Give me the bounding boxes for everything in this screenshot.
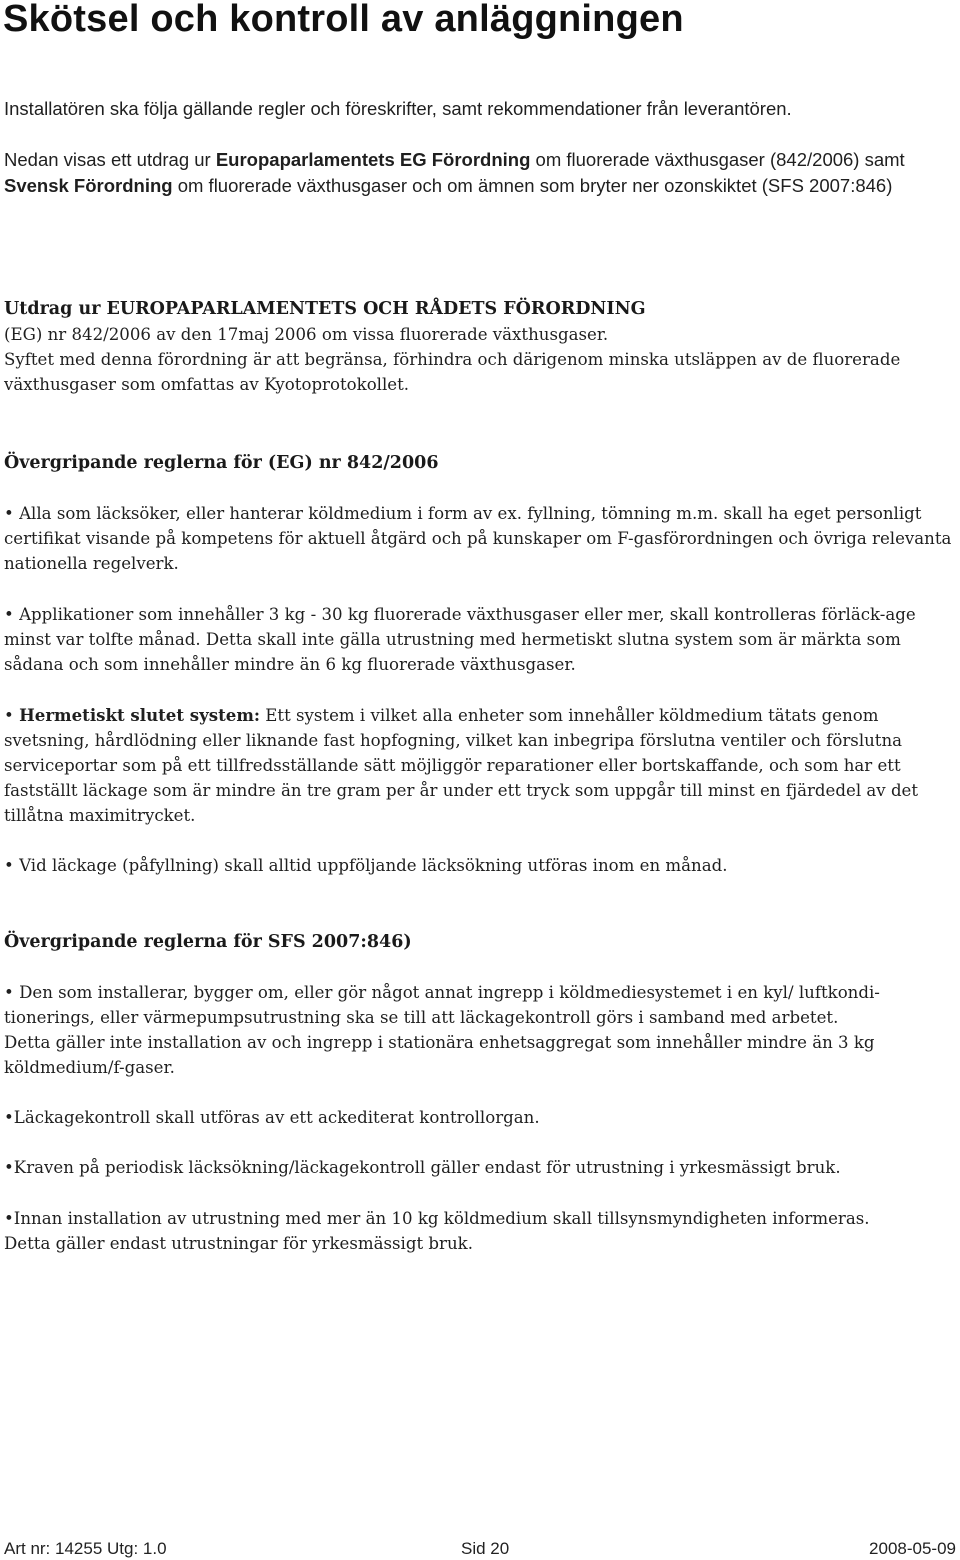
page-title: Skötsel och kontroll av anläggningen <box>3 0 684 40</box>
sfs-bullet-periodic <box>4 1155 958 1180</box>
bullet-text: Alla som läcksöker, eller hanterar köldmedium i form av ex. fyllning, tömning m.m. skall ha eget personligt certifikat visande på kompetens för aktuell åtgärd och på kunskaper om F-gasförordningen och övriga relevanta nationella regelverk. <box>4 504 952 573</box>
eg-bullet-certificate <box>4 501 958 576</box>
intro-regulations-paragraph <box>4 147 958 199</box>
eg-bullet-leakage <box>4 853 958 878</box>
intro-paragraph: Installatören ska följa gällande regler och föreskrifter, samt rekommendationer från leverantören. <box>4 98 792 119</box>
bullet-text: Den som installerar, bygger om, eller gör något annat ingrepp i köldmediesystemet i en kyl/ luftkondi-tionerings, eller värmepumpsutrustning ska se till att läckagekontroll görs i samband med arbetet. <box>4 983 880 1027</box>
section-eg-heading: Övergripande reglerna för (EG) nr 842/2006 <box>4 453 439 473</box>
footer-date: 2008-05-09 <box>869 1539 956 1558</box>
bullet-text: Applikationer som innehåller 3 kg - 30 kg fluorerade växthusgaser eller mer, skall kontrolleras förläck-age minst var tolfte månad. Detta skall inte gälla utrustning med hermetiskt slutna system som är märkta som sådana och som innehåller mindre än 6 kg fluorerade växthusgaser. <box>4 605 916 674</box>
bullet-icon: • <box>4 856 14 875</box>
bullet-continuation: Detta gäller endast utrustningar för yrkesmässigt bruk. <box>4 1234 473 1253</box>
footer-page-number: Sid 20 <box>461 1539 510 1558</box>
excerpt-heading: Utdrag ur EUROPAPARLAMENTETS OCH RÅDETS FÖRORDNING <box>4 299 646 319</box>
bullet-text: Läckagekontroll skall utföras av ett ackediterat kontrollorgan. <box>13 1108 540 1127</box>
bullet-text: Kraven på periodisk läcksökning/läckagekontroll gäller endast för utrustning i yrkesmässigt bruk. <box>13 1158 841 1177</box>
bullet-icon: • <box>4 1158 14 1177</box>
intro-swedish-regulation: Svensk Förordning <box>4 175 173 196</box>
bullet-text: Innan installation av utrustning med mer än 10 kg köldmedium skall tillsynsmyndigheten informeras. <box>13 1209 870 1228</box>
bullet-icon: • <box>4 1108 14 1127</box>
intro-text-3: om fluorerade växthusgaser och om ämnen som bryter ner ozonskiktet (SFS 2007:846) <box>172 175 893 196</box>
intro-text-2: om fluorerade växthusgaser (842/2006) samt <box>530 149 905 170</box>
sfs-bullet-accredited <box>4 1105 958 1130</box>
section-sfs-heading: Övergripande reglerna för SFS 2007:846) <box>4 932 412 952</box>
bullet-continuation: Detta gäller inte installation av och ingrepp i stationära enhetsaggregat som innehåller mindre än 3 kg köldmedium/f-gaser. <box>4 1033 875 1077</box>
sfs-bullet-installer <box>4 980 958 1080</box>
bullet-icon: • <box>4 504 14 523</box>
intro-text-1: Nedan visas ett utdrag ur <box>4 149 216 170</box>
excerpt-purpose: Syftet med denna förordning är att begränsa, förhindra och därigenom minska utsläppen av de fluorerade växthusgaser som omfattas av Kyotoprotokollet. <box>4 350 901 394</box>
bullet-text: Vid läckage (påfyllning) skall alltid uppföljande läcksökning utföras inom en månad. <box>19 856 728 875</box>
excerpt-regulation-line: (EG) nr 842/2006 av den 17maj 2006 om vissa fluorerade växthusgaser. <box>4 325 609 344</box>
eg-bullet-hermetic <box>4 703 958 828</box>
sfs-bullet-authority <box>4 1206 958 1256</box>
bullet-icon: • <box>4 605 14 624</box>
hermetic-label: Hermetiskt slutet system: <box>19 705 261 725</box>
bullet-text: Ett system i vilket alla enheter som innehåller köldmedium tätats genom svetsning, hårdlödning eller liknande fast hopfogning, vilket kan inbegripa förslutna ventiler och förslutna serviceportar som på ett tillfredsställande sätt möjliggör reparationer eller bortskaffande, och som har ett fastställt läckage som är mindre än tre gram per år under ett tryck som uppgår till minst en fjärdedel av det tillåtna maximitrycket. <box>4 706 919 825</box>
eg-bullet-inspection <box>4 602 958 677</box>
bullet-icon: • <box>4 1209 14 1228</box>
footer-article-number: Art nr: 14255 Utg: 1.0 <box>4 1539 167 1558</box>
bullet-icon: • <box>4 983 14 1002</box>
intro-eu-regulation: Europaparlamentets EG Förordning <box>215 149 531 170</box>
bullet-icon: • <box>4 706 14 725</box>
